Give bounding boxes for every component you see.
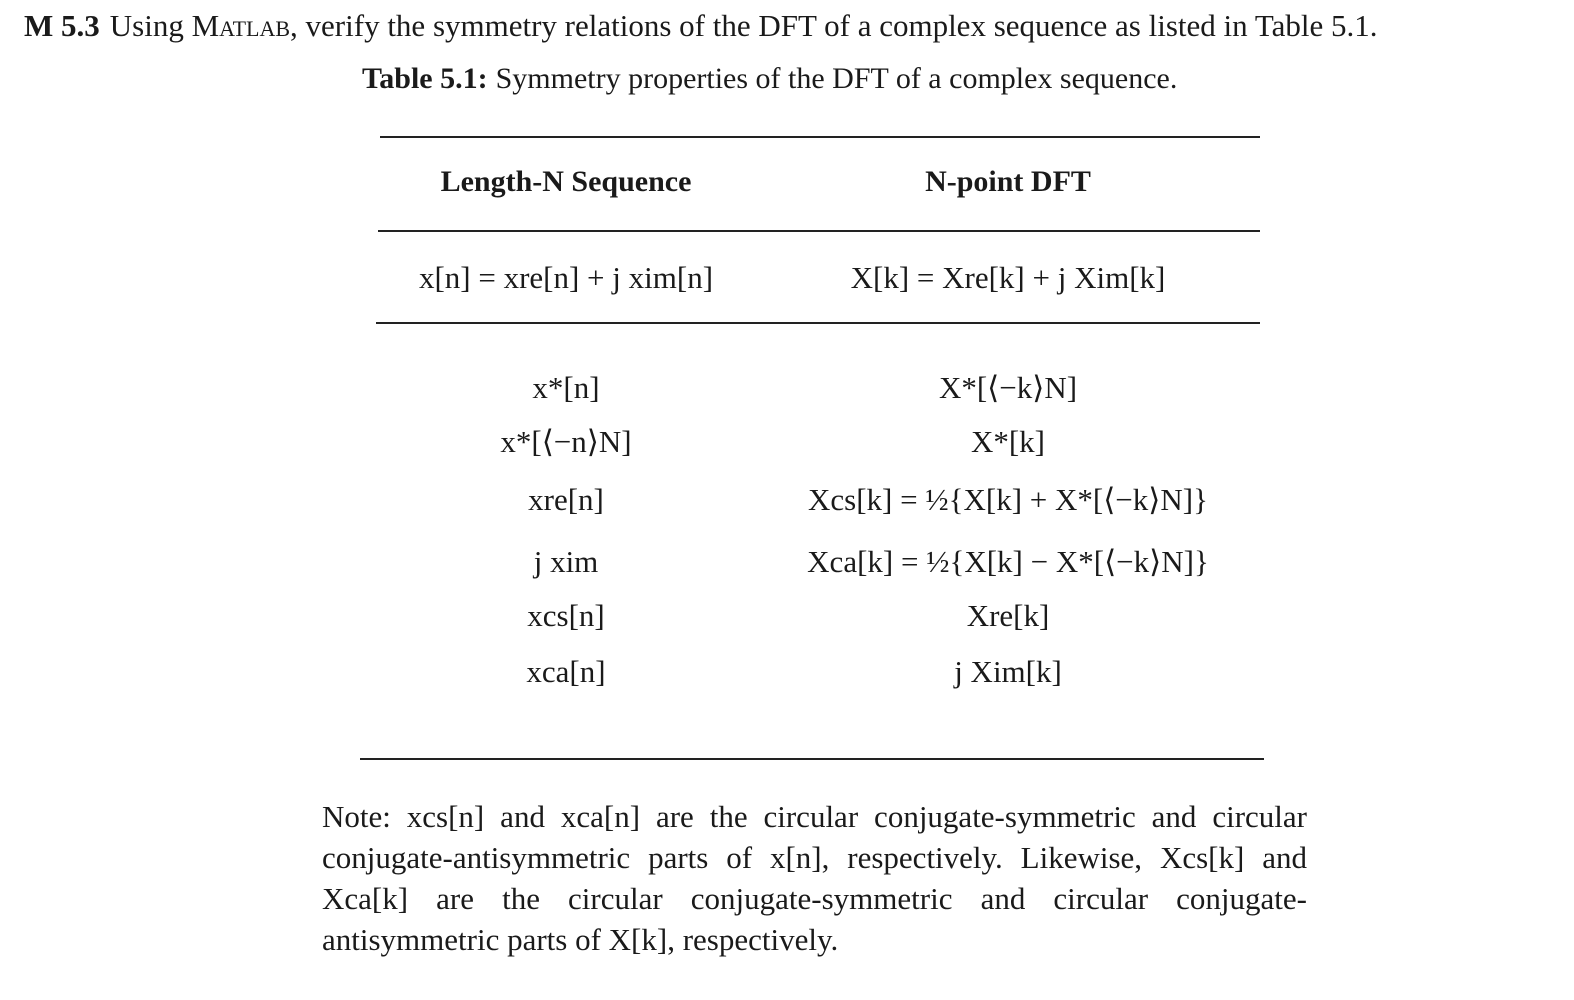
table-caption-label: Table 5.1: [362,62,488,95]
problem-statement [24,6,1554,46]
table-row-sequence: xca[n] [526,654,606,689]
table-row-dft: Xcs[k] = ½{X[k] + X*[⟨−k⟩N]} [808,482,1208,517]
table-row-dft: X*[k] [970,424,1046,459]
definition-sequence: x[n] = xre[n] + j xim[n] [418,260,714,295]
table-row-dft: Xca[k] = ½{X[k] − X*[⟨−k⟩N]} [807,544,1209,579]
software-name: Matlab [191,8,291,43]
header-dft: N-point DFT [925,165,1091,198]
table-row-sequence: x*[n] [532,370,600,405]
table-row-sequence: xre[n] [528,482,604,517]
table-row-dft: Xre[k] [966,598,1050,633]
problem-text-before: Using [109,8,184,43]
table-row-sequence: xcs[n] [527,598,605,633]
table-note: Note: xcs[n] and xca[n] are the circular conjugate-symmetric and circular conjugate-antisymmetric parts of x[n], respectively. Likewise, Xcs[k] and Xca[k] are the circular conjugate-symmetric and circular conjugate-antisymmetric parts of X[k], respectively. [322,799,1307,957]
definition-dft: X[k] = Xre[k] + j Xim[k] [850,260,1166,295]
table-row-sequence: j xim [533,544,599,579]
table-header-rule [378,230,1260,232]
header-sequence: Length-N Sequence [440,165,692,198]
table-top-rule [380,136,1260,138]
problem-number: M 5.3 [24,8,100,43]
table-row-dft: X*[⟨−k⟩N] [938,370,1078,405]
problem-text-after: , verify the symmetry relations of the DFT of a complex sequence as listed in Table 5.1. [290,8,1378,43]
table-definition-rule [376,322,1260,324]
table-row-sequence: x*[⟨−n⟩N] [500,424,632,459]
table-row-dft: j Xim[k] [954,654,1062,689]
table-caption-text: Symmetry properties of the DFT of a complex sequence. [495,62,1178,95]
table-caption [362,60,1177,98]
table-bottom-rule [360,758,1264,760]
